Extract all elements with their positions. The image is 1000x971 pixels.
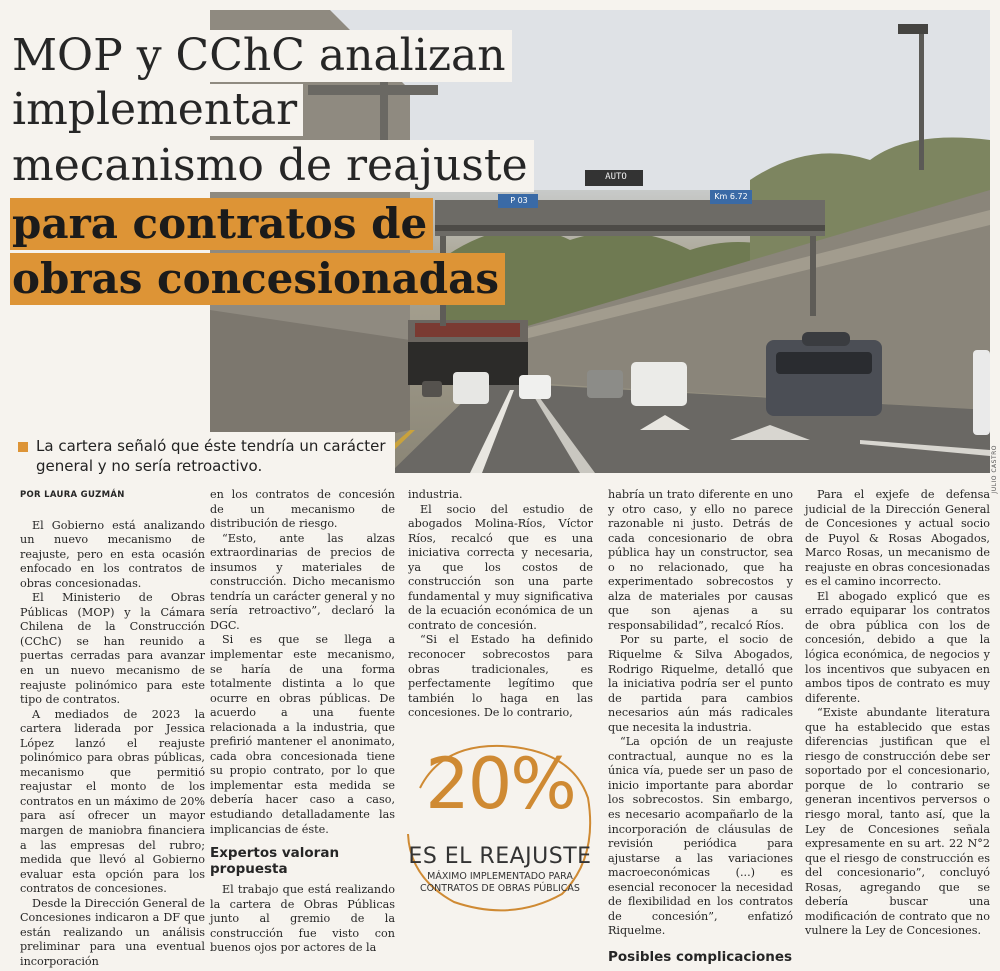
headline-line-5: obras concesionadas (10, 253, 505, 305)
pull-quote-line-1: ES EL REAJUSTE (408, 844, 592, 869)
pull-quote-value: 20% (425, 743, 575, 825)
paragraph: “Existe abundante literatura que ha establecido que estas diferencias justifican que el riesgo de construcción debe ser soportado por el concesionario, porque de lo contrario se generan incentivos perversos o riesgo moral, tanto así, que la Ley de Concesiones señala expresamente en su art. 22 N°2 que el riesgo de construcción es del concesionario”, concluyó Rosas, agregando que se debería buscar una modificación de contrato que no vulnere la Ley de Concesiones. (805, 706, 990, 938)
headline-line-4: para contratos de (10, 198, 433, 250)
paragraph: habría un trato diferente en uno y otro caso, y ello no parece razonable ni justo. Detrás de cada concesionario de obra pública hay un constructor, sea o no relacionado, que ha experimentado sobrecostos y alza de materiales por causas que son ajenas a su responsabilidad”, recalcó Ríos. (608, 488, 793, 632)
headline-line-1: MOP y CChC analizan (10, 30, 512, 82)
paragraph: en los contratos de concesión de un mecanismo de distribución de riesgo. (210, 488, 395, 531)
pull-quote-line-2: MÁXIMO IMPLEMENTADO PARA CONTRATOS DE OBRAS PÚBLICAS (420, 871, 580, 894)
paragraph: Para el exjefe de defensa judicial de la Dirección General de Concesiones y actual socio de Puyol & Rosas Abogados, Marco Rosas, un mecanismo de reajuste en obras concesionadas es el camino incorrecto. (805, 488, 990, 589)
sign-km: Km 6.72 (714, 192, 748, 201)
paragraph: A mediados de 2023 la cartera liderada por Jessica López lanzó el reajuste polinómico para obras públicas, mecanismo que permitió reajustar el monto de los contratos en un máximo de 20% para así ofrecer un mayor margen de maniobra financiera a las empresas del rubro; medida que llevó al Gobierno evaluar esta opción para los contratos de concesiones. (20, 707, 205, 896)
paragraph: industria. (408, 488, 463, 501)
section-subtitle: Expertos valoran propuesta (210, 845, 340, 878)
column-3 (408, 488, 593, 721)
sign-auto: AUTO (605, 172, 627, 182)
paragraph: El Gobierno está analizando un nuevo mecanismo de reajuste, pero en esta ocasión enfocado en los contratos de obras concesionadas. (20, 518, 205, 590)
paragraph: Por su parte, el socio de Riquelme & Silva Abogados, Rodrigo Riquelme, detalló que la iniciativa podría ser el punto de partida para cambios necesarios aún más radicales que necesita la industria. (608, 633, 793, 734)
paragraph: El abogado explicó que es errado equiparar los contratos de obra pública con los de concesión, debido a que la lógica económica, de negocios y los incentivos que subyacen en ambos tipos de contrato es muy diferente. (805, 589, 990, 705)
paragraph: El socio del estudio de abogados Molina-Ríos, Víctor Ríos, recalcó que es una iniciativa correcta y necesaria, ya que los costos de construcción son una parte fundamental y muy significativa de la ecuación económica de un contrato de concesión. (408, 502, 593, 632)
headline-line-2: implementar (10, 84, 303, 136)
headline-line-3: mecanismo de reajuste (10, 140, 534, 192)
subhead-text: La cartera señaló que éste tendría un carácter general y no sería retroactivo. (36, 437, 386, 475)
photo-credit: JULIO CASTRO (991, 445, 998, 494)
bullet-square-icon (18, 442, 28, 452)
paragraph: El Ministerio de Obras Públicas (MOP) y la Cámara Chilena de la Construcción (CChC) se han reunido a puertas cerradas para avanzar en un nuevo mecanismo de reajuste polinómico para este tipo de contratos. (20, 591, 205, 707)
column-4 (608, 488, 793, 971)
pull-quote (402, 738, 598, 916)
column-5 (805, 488, 990, 939)
paragraph: “Si el Estado ha definido reconocer sobrecostos para obras tradicionales, es perfectamente legítimo que también lo haga en las concesiones. De lo contrario, (408, 633, 593, 720)
section-subtitle: Posibles complicaciones (608, 948, 793, 965)
paragraph: “Esto, ante las alzas extraordinarias de precios de insumos y materiales de construcción. Dicho mecanismo tendría un carácter general y no sería retroactivo”, declaró la DGC. (210, 531, 395, 632)
column-1 (20, 488, 205, 970)
sign-p03: P 03 (510, 196, 528, 205)
subhead (10, 432, 395, 474)
paragraph: “La opción de un reajuste contractual, aunque no es la única vía, puede ser un paso de inicio importante para abordar los sobrecostos. Sin embargo, es necesario acompañarlo de la incorporación de cláusulas de revisión periódica para ajustarse a las variaciones macroeconómicas (...) es esencial reconocer la necesidad de flexibilidad en los contratos de concesión”, enfatizó Riquelme. (608, 735, 793, 938)
paragraph: El trabajo que está realizando la cartera de Obras Públicas junto al gremio de la construcción fue visto con buenos ojos por actores de la (210, 883, 395, 955)
paragraph: Si es que se llega a implementar este mecanismo, se haría de una forma totalmente distinta a lo que ocurre en obras públicas. De acuerdo a una fuente relacionada a la industria, que prefirió mantener el anonimato, cada obra concesionada tiene su propio contrato, por lo que implementar esta medida se debería hacer caso a caso, estudiando detalladamente las implicancias de éste. (210, 633, 395, 836)
byline: POR LAURA GUZMÁN (20, 490, 125, 500)
paragraph: Desde la Dirección General de Concesiones indicaron a DF que están realizando un análisis preliminar para una eventual incorporación (20, 896, 205, 968)
column-2 (210, 488, 395, 956)
